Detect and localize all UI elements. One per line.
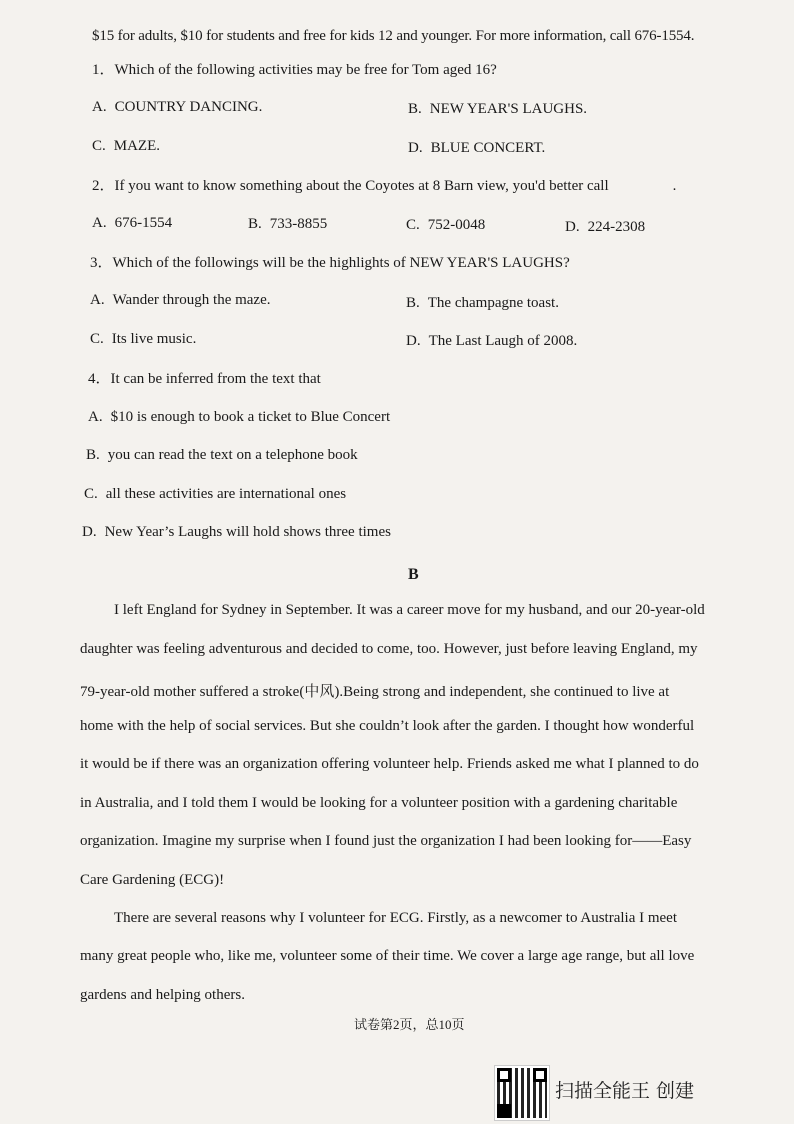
option-letter: A. <box>92 99 107 115</box>
option-text: Its live music. <box>111 331 197 347</box>
question-2-stem-tail: . <box>672 178 677 194</box>
option-text: 752-0048 <box>427 217 486 233</box>
section-b-title: B <box>408 566 419 583</box>
option-text: $10 is enough to book a ticket to Blue Concert <box>110 409 391 425</box>
question-4-stem: 4．It can be inferred from the text that <box>88 371 321 387</box>
option-text: COUNTRY DANCING. <box>114 99 263 115</box>
passage-line: daughter was feeling adventurous and decided to come, too. However, just before leaving England, my <box>80 641 698 657</box>
option-letter: C. <box>92 138 106 154</box>
option-text: all these activities are international ones <box>105 486 347 502</box>
question-1-option-a <box>92 97 262 117</box>
passage-line: I left England for Sydney in September. It was a career move for my husband, and our 20-year-old <box>114 602 705 618</box>
question-3-stem: 3．Which of the followings will be the highlights of NEW YEAR'S LAUGHS? <box>90 255 570 271</box>
option-letter: B. <box>248 216 262 232</box>
option-letter: A. <box>88 409 103 425</box>
page-footer: 试卷第2页，总10页 <box>354 1017 465 1032</box>
option-text: 676-1554 <box>114 215 173 231</box>
passage-line: gardens and helping others. <box>80 987 245 1003</box>
option-text: The Last Laugh of 2008. <box>428 333 578 349</box>
option-letter: C. <box>84 486 98 502</box>
question-4-option-d <box>82 522 391 542</box>
question-4-option-c <box>84 484 346 504</box>
option-letter: C. <box>90 331 104 347</box>
passage-line: organization. Imagine my surprise when I found just the organization I had been looking for——Easy <box>80 833 692 849</box>
option-letter: D. <box>82 524 97 540</box>
question-4-option-a <box>88 407 390 427</box>
option-text: you can read the text on a telephone book <box>107 447 358 463</box>
passage-line: many great people who, like me, volunteer some of their time. We cover a large age range, but all love <box>80 948 695 964</box>
question-3-option-d <box>406 331 577 351</box>
question-3-option-c <box>90 329 196 349</box>
question-1-stem: 1．Which of the following activities may be free for Tom aged 16? <box>92 62 497 78</box>
option-text: MAZE. <box>113 138 161 154</box>
question-2-option-c <box>406 215 485 235</box>
option-text: BLUE CONCERT. <box>430 140 546 156</box>
passage-line: Care Gardening (ECG)! <box>80 872 225 888</box>
scanner-watermark: 扫描全能王 创建 <box>555 1080 695 1102</box>
option-letter: B. <box>406 295 420 311</box>
question-2-option-b <box>248 214 327 234</box>
question-2-option-a <box>92 213 172 233</box>
option-text: Wander through the maze. <box>112 292 271 308</box>
top-line: $15 for adults, $10 for students and free for kids 12 and younger. For more information, call 676-1554. <box>92 28 695 44</box>
option-text: 224-2308 <box>587 219 646 235</box>
passage-line: 79-year-old mother suffered a stroke(中风).Being strong and independent, she continued to live at <box>80 684 670 700</box>
option-letter: A. <box>92 215 107 231</box>
option-letter: D. <box>565 219 580 235</box>
option-letter: B. <box>86 447 100 463</box>
passage-line: it would be if there was an organization offering volunteer help. Friends asked me what I planned to do <box>80 756 699 772</box>
passage-line: There are several reasons why I volunteer for ECG. Firstly, as a newcomer to Australia I meet <box>114 910 677 926</box>
question-1-option-b <box>408 99 587 119</box>
qr-code-icon <box>495 1066 549 1120</box>
option-letter: D. <box>406 333 421 349</box>
option-text: New Year’s Laughs will hold shows three times <box>104 524 391 540</box>
option-letter: D. <box>408 140 423 156</box>
question-2-stem-text: 2．If you want to know something about the Coyotes at 8 Barn view, you'd better call <box>92 178 609 194</box>
option-text: 733-8855 <box>269 216 328 232</box>
passage-line: in Australia, and I told them I would be looking for a volunteer position with a gardening charitable <box>80 795 678 811</box>
question-2-option-d <box>565 217 645 237</box>
option-letter: C. <box>406 217 420 233</box>
question-3-option-a <box>90 290 271 310</box>
option-text: The champagne toast. <box>427 295 559 311</box>
question-1-option-c <box>92 136 160 156</box>
question-2-stem <box>92 176 676 196</box>
question-3-option-b <box>406 293 559 313</box>
option-letter: A. <box>90 292 105 308</box>
passage-line: home with the help of social services. But she couldn’t look after the garden. I thought how wonderful <box>80 718 695 734</box>
question-4-option-b <box>86 445 358 465</box>
option-letter: B. <box>408 101 422 117</box>
option-text: NEW YEAR'S LAUGHS. <box>429 101 588 117</box>
question-1-option-d <box>408 138 545 158</box>
